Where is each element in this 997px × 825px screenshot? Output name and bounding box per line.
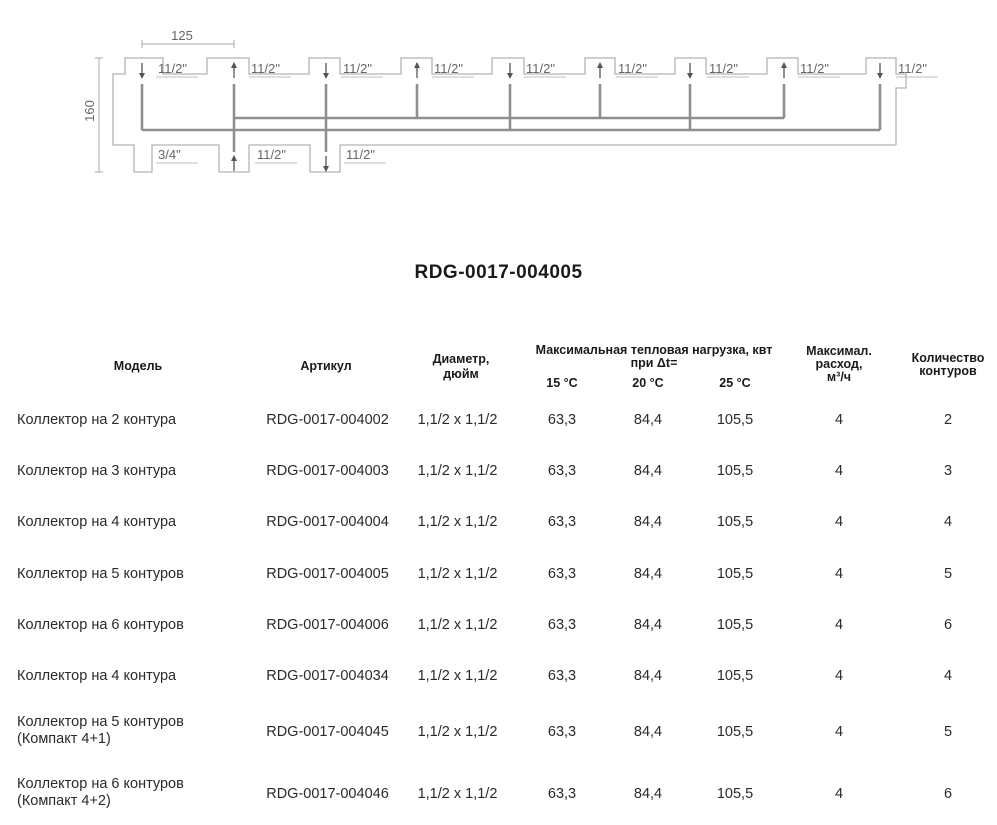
model-name: Коллектор на 6 контуров: [17, 617, 184, 633]
flow-cell: 4: [834, 724, 844, 740]
model-name: Коллектор на 4 контура: [17, 514, 177, 530]
diameter-cell: 1,1/2 x 1,1/2: [417, 786, 498, 802]
flow-cell: 4: [834, 668, 844, 684]
flow-cell: 4: [834, 412, 844, 428]
count-cell: 5: [943, 724, 953, 740]
port-size-text: 11/2": [618, 61, 647, 76]
manifold-diagram: [0, 0, 997, 190]
model-cell: [17, 714, 247, 748]
diameter-cell: 1,1/2 x 1,1/2: [417, 724, 498, 740]
header-article: Артикул: [300, 359, 352, 373]
header-count-line1: Количество: [911, 351, 985, 365]
port-size-text: 11/2": [526, 61, 555, 76]
header-heat-load-line2: при Δt=: [630, 356, 678, 370]
model-name: Коллектор на 3 контура: [17, 463, 177, 479]
model-name: Коллектор на 5 контуров: [17, 566, 184, 582]
document-title: RDG-0017-004005: [414, 262, 583, 283]
count-cell: 6: [943, 617, 953, 633]
load-20-cell: 84,4: [633, 724, 663, 740]
load-25-cell: 105,5: [716, 617, 754, 633]
arrow-up-icon: [781, 62, 787, 78]
load-20-cell: 84,4: [633, 566, 663, 582]
port-size-text: 11/2": [709, 61, 738, 76]
arrow-up-icon: [597, 62, 603, 78]
load-15-cell: 63,3: [547, 514, 577, 530]
count-cell: 3: [943, 463, 953, 479]
arrow-up-icon: [414, 62, 420, 78]
load-25-cell: 105,5: [716, 514, 754, 530]
diameter-cell: 1,1/2 x 1,1/2: [417, 514, 498, 530]
load-15-cell: 63,3: [547, 724, 577, 740]
arrow-up-icon: [231, 62, 237, 78]
model-name: Коллектор на 2 контура: [17, 412, 177, 428]
load-20-cell: 84,4: [633, 412, 663, 428]
bottom-port-labels: [156, 147, 386, 163]
header-heat-load-line1: Максимальная тепловая нагрузка, квт: [535, 343, 773, 357]
load-15-cell: 63,3: [547, 617, 577, 633]
port-size-text: 11/2": [346, 147, 375, 162]
port-size-text: 11/2": [158, 61, 187, 76]
article-cell: RDG-0017-004034: [266, 668, 389, 684]
port-size-text: 3/4": [158, 147, 181, 162]
count-cell: 6: [943, 786, 953, 802]
arrow-down-icon: [687, 63, 693, 79]
arrow-down-icon: [323, 156, 329, 172]
model-cell: [17, 668, 247, 685]
model-name: Коллектор на 5 контуров: [17, 714, 184, 730]
header-flow-line2: расход,: [815, 357, 863, 371]
port-size-text: 11/2": [434, 61, 463, 76]
model-name: Коллектор на 6 контуров: [17, 776, 184, 792]
header-flow-line1: Максимал.: [806, 344, 872, 358]
header-model: Модель: [113, 359, 163, 373]
article-cell: RDG-0017-004002: [266, 412, 389, 428]
port-size-label: [896, 61, 938, 77]
model-cell: [17, 463, 247, 480]
article-cell: RDG-0017-004045: [266, 724, 389, 740]
diameter-cell: 1,1/2 x 1,1/2: [417, 566, 498, 582]
count-cell: 2: [943, 412, 953, 428]
flow-cell: 4: [834, 617, 844, 633]
load-20-cell: 84,4: [633, 668, 663, 684]
port-size-label: [344, 147, 386, 163]
diameter-cell: 1,1/2 x 1,1/2: [417, 412, 498, 428]
model-subtitle: (Компакт 4+2): [17, 793, 111, 809]
load-15-cell: 63,3: [547, 463, 577, 479]
load-25-cell: 105,5: [716, 412, 754, 428]
arrow-down-icon: [507, 63, 513, 79]
port-size-text: 11/2": [898, 61, 927, 76]
header-count-line2: контуров: [919, 364, 977, 378]
load-25-cell: 105,5: [716, 463, 754, 479]
arrow-down-icon: [877, 63, 883, 79]
model-cell: [17, 566, 247, 583]
load-25-cell: 105,5: [716, 668, 754, 684]
arrow-down-icon: [139, 63, 145, 79]
model-subtitle: (Компакт 4+1): [17, 731, 111, 747]
port-size-label: [255, 147, 297, 163]
load-20-cell: 84,4: [633, 617, 663, 633]
model-cell: [17, 617, 247, 634]
load-25-cell: 105,5: [716, 786, 754, 802]
top-port-labels: [156, 61, 938, 77]
load-20-cell: 84,4: [633, 514, 663, 530]
port-size-text: 11/2": [800, 61, 829, 76]
model-name: Коллектор на 4 контура: [17, 668, 177, 684]
model-cell: [17, 776, 247, 810]
model-cell: [17, 412, 247, 429]
internal-piping: [142, 84, 880, 152]
header-diameter-line1: Диаметр,: [432, 352, 490, 366]
port-size-text: 11/2": [257, 147, 286, 162]
load-15-cell: 63,3: [547, 668, 577, 684]
diameter-cell: 1,1/2 x 1,1/2: [417, 463, 498, 479]
flow-cell: 4: [834, 786, 844, 802]
diameter-cell: 1,1/2 x 1,1/2: [417, 617, 498, 633]
count-cell: 4: [943, 668, 953, 684]
count-cell: 5: [943, 566, 953, 582]
header-diameter-line2: дюйм: [443, 367, 479, 381]
port-size-label: [156, 147, 198, 163]
load-25-cell: 105,5: [716, 566, 754, 582]
header-flow-line3: м³/ч: [826, 370, 852, 384]
count-cell: 4: [943, 514, 953, 530]
header-temp-25: 25 °С: [719, 376, 751, 390]
diameter-cell: 1,1/2 x 1,1/2: [417, 668, 498, 684]
flow-cell: 4: [834, 566, 844, 582]
header-temp-15: 15 °С: [546, 376, 578, 390]
arrow-down-icon: [323, 63, 329, 79]
article-cell: RDG-0017-004005: [266, 566, 389, 582]
article-cell: RDG-0017-004006: [266, 617, 389, 633]
load-20-cell: 84,4: [633, 463, 663, 479]
load-15-cell: 63,3: [547, 412, 577, 428]
load-25-cell: 105,5: [716, 724, 754, 740]
load-20-cell: 84,4: [633, 786, 663, 802]
arrow-up-icon: [231, 155, 237, 171]
article-cell: RDG-0017-004004: [266, 514, 389, 530]
port-size-text: 11/2": [251, 61, 280, 76]
port-size-text: 11/2": [343, 61, 372, 76]
article-cell: RDG-0017-004003: [266, 463, 389, 479]
header-temp-20: 20 °С: [632, 376, 664, 390]
load-15-cell: 63,3: [547, 786, 577, 802]
flow-cell: 4: [834, 463, 844, 479]
model-cell: [17, 514, 247, 531]
article-cell: RDG-0017-004046: [266, 786, 389, 802]
load-15-cell: 63,3: [547, 566, 577, 582]
dim-width-label: 125: [171, 28, 193, 43]
flow-cell: 4: [834, 514, 844, 530]
dim-height-label: 160: [82, 100, 97, 122]
